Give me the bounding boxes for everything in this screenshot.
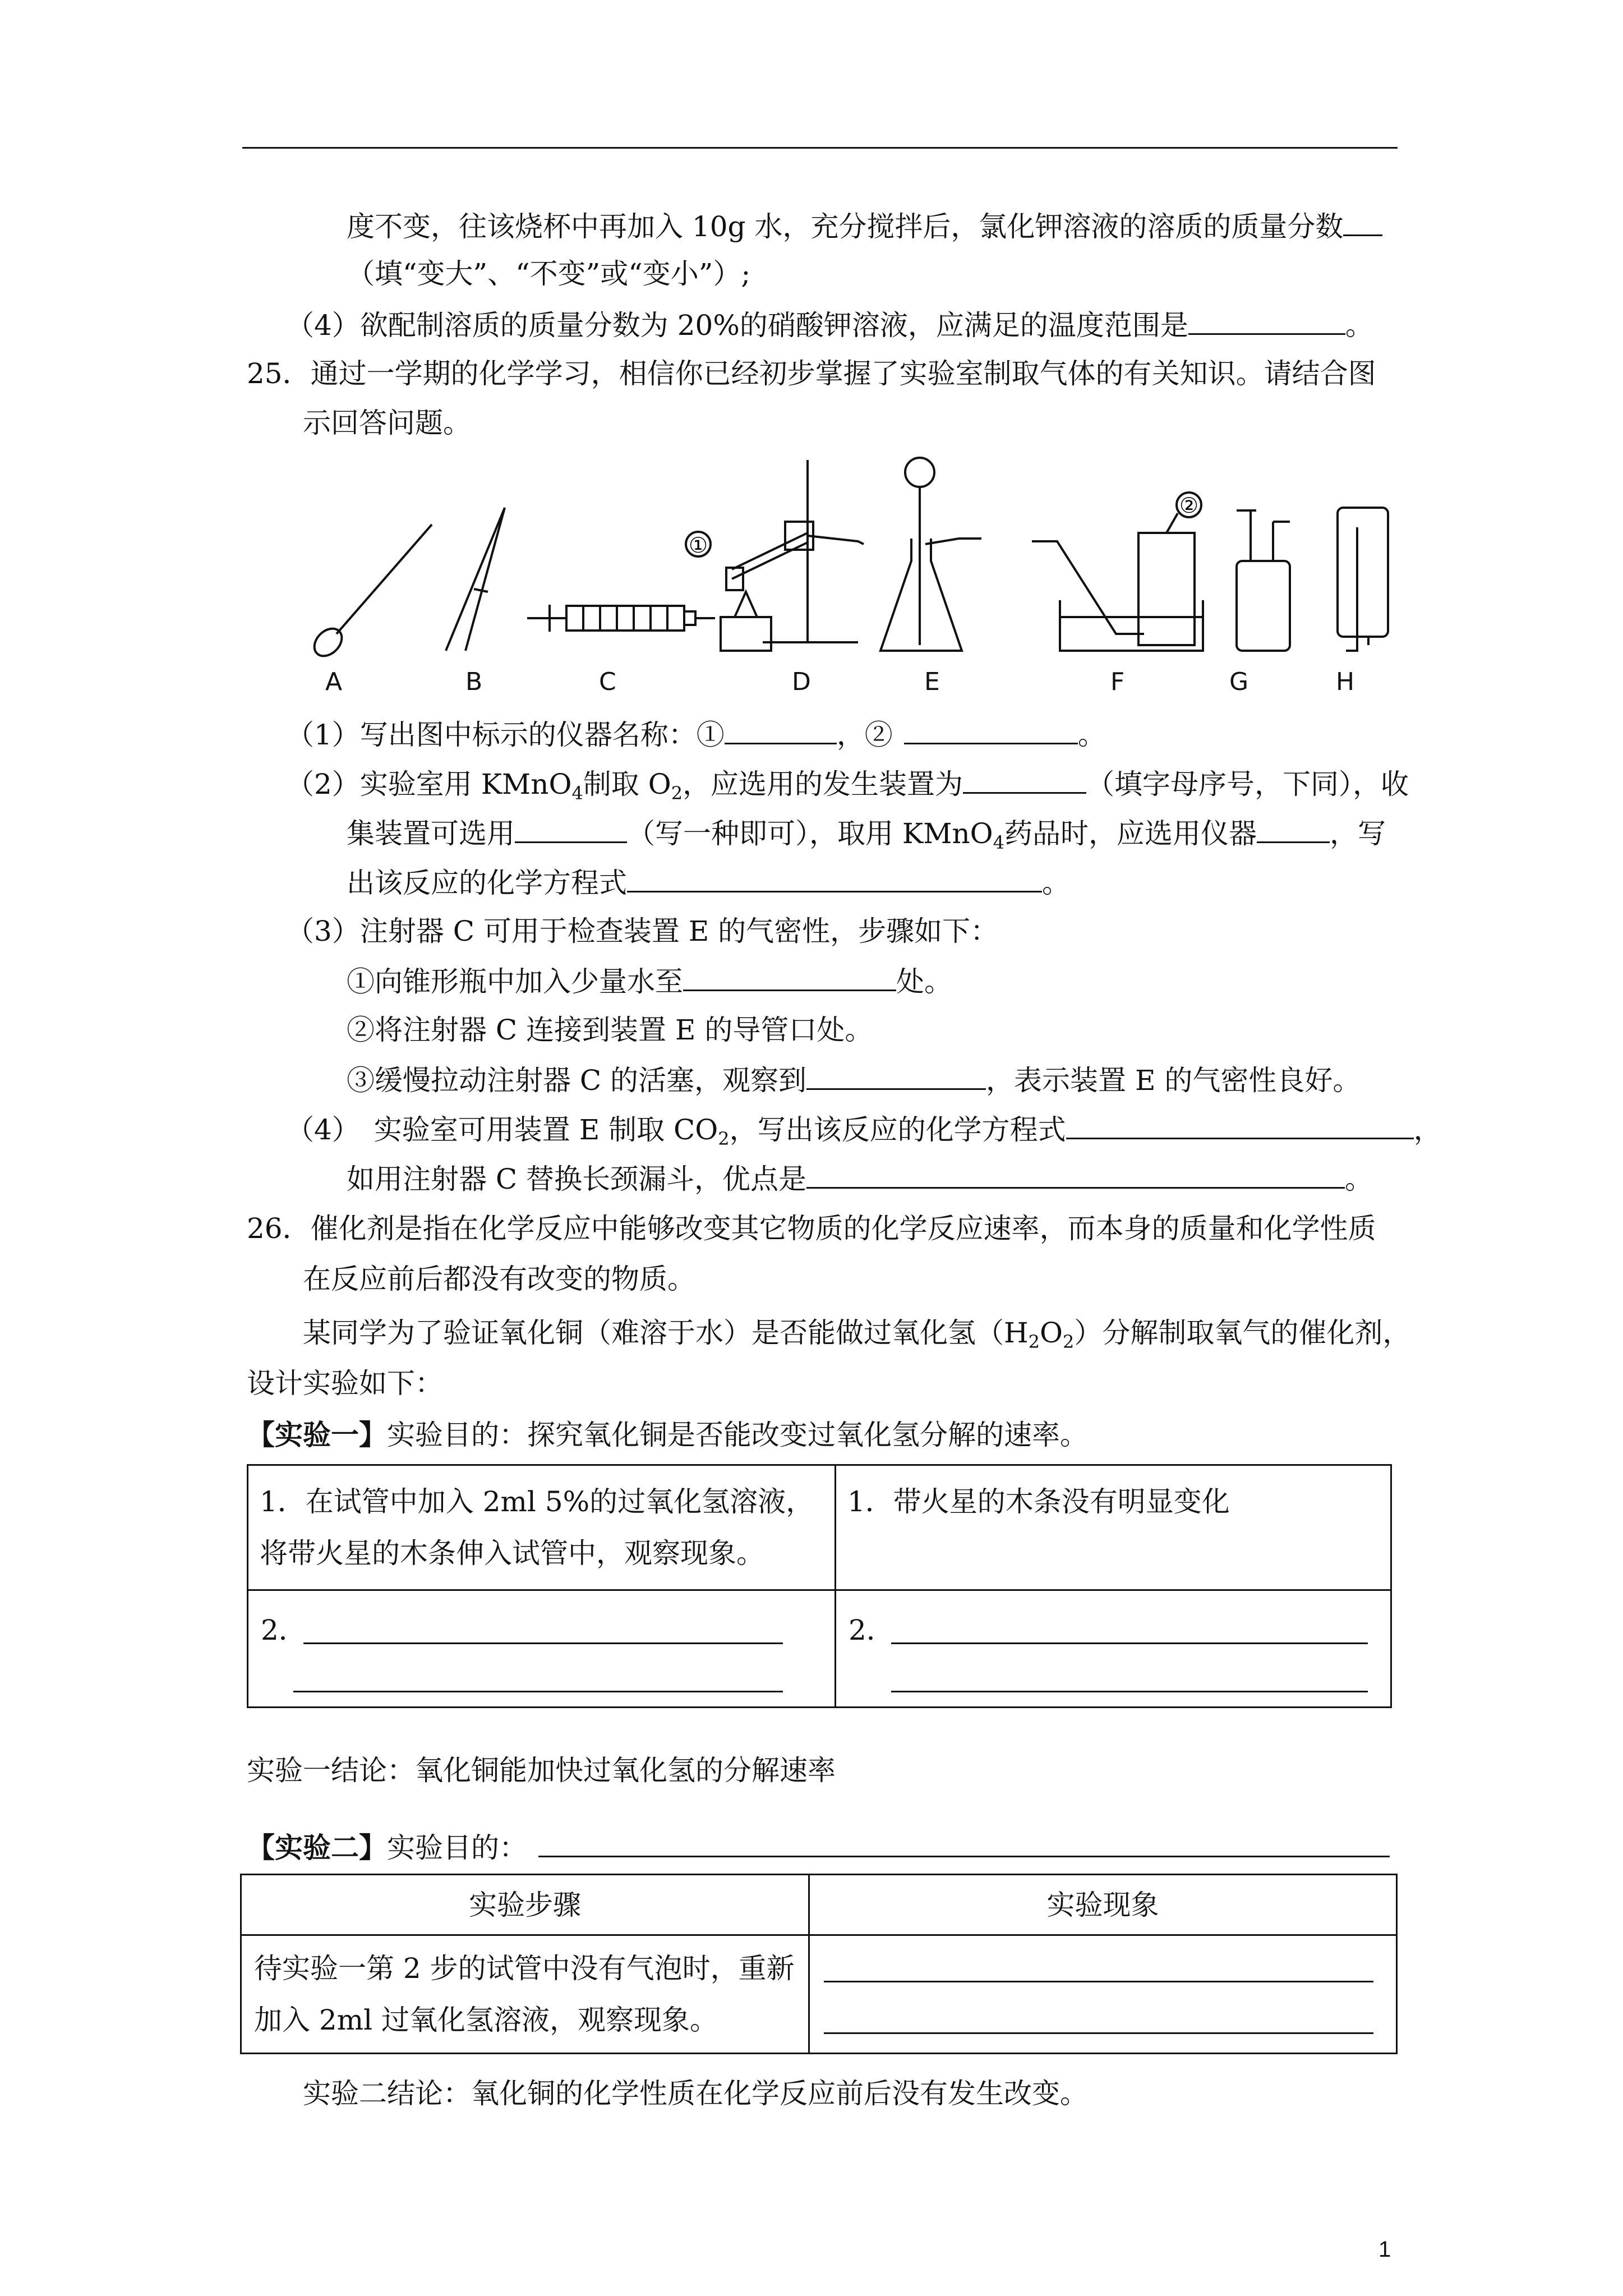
q25-part1 [286, 717, 1106, 752]
exp1-result2-number: 2． [849, 1614, 895, 1646]
q26-stem-line1: 26．催化剂是指在化学反应中能够改变其它物质的化学反应速率，而本身的质量和化学性质 [247, 1212, 1376, 1245]
sub-h2: 2 [1028, 1331, 1040, 1352]
blank-advantage[interactable] [806, 1161, 1345, 1189]
q25-part2-a: （2）实验室用 KMnO [286, 768, 572, 800]
figure-marker-2: ② [1179, 493, 1199, 518]
q25-part4-l2b: 。 [1345, 1163, 1373, 1195]
exp1-step2-lines [248, 1591, 834, 1706]
flask-delivery-tube [925, 539, 981, 544]
experiment1-table [247, 1464, 1392, 1708]
q26-intro-c: ）分解制取氧气的催化剂， [1074, 1317, 1411, 1349]
exp1-result2-lines [836, 1591, 1390, 1706]
blank-collector[interactable] [515, 816, 627, 843]
header-rule [242, 147, 1398, 149]
q25-part2-line2 [347, 816, 1386, 853]
figure-label-e: E [924, 668, 940, 696]
blank-generator[interactable] [963, 766, 1086, 794]
exp2-step-cell [241, 1935, 809, 2054]
q25-part2-b: 制取 O [583, 768, 671, 800]
figure-label-a: A [325, 668, 343, 696]
blank-equation-kmno4[interactable] [627, 865, 1042, 892]
funnel-bulb [905, 458, 934, 487]
q25-part3-step1-end: 处。 [896, 965, 952, 998]
blank-mass-fraction[interactable] [1343, 209, 1382, 236]
syringe-plunger-tip [527, 605, 715, 632]
figure-label-c: C [599, 668, 616, 696]
blank-experiment2-goal[interactable] [538, 1830, 1390, 1857]
blank-exp1-step2-line1[interactable] [303, 1642, 783, 1644]
marker2-leader [1166, 513, 1178, 533]
blank-exp1-step2-line2[interactable] [293, 1691, 783, 1692]
q26-intro-a: 某同学为了验证氧化铜（难溶于水）是否能做过氧化氢（H [303, 1317, 1029, 1349]
bottle-g-tubes [1237, 510, 1290, 561]
exp1-result1-text: 1．带火星的木条没有明显变化 [847, 1485, 1230, 1518]
q25-part1-end: 。 [1077, 719, 1106, 751]
figure-label-b: B [465, 668, 483, 696]
q25-part3-step3-text: ③缓慢拉动注射器 C 的活塞，观察到 [347, 1064, 807, 1097]
experiment2-goal: 实验目的： [387, 1832, 527, 1864]
blank-exp1-result2-line1[interactable] [891, 1642, 1368, 1644]
sub-kmno4: 4 [571, 783, 583, 804]
q25-part4-line2 [347, 1161, 1373, 1196]
q25-part2-l2d: ，写 [1330, 817, 1386, 850]
exp2-header-phenomena: 实验现象 [809, 1875, 1397, 1935]
exp1-result2-cell [836, 1590, 1391, 1708]
sub-o2-h2o2: 2 [1062, 1331, 1075, 1352]
experiment1-goal: 实验目的：探究氧化铜是否能改变过氧化氢分解的速率。 [387, 1419, 1088, 1451]
q25-part3-step3 [347, 1062, 1361, 1097]
q26-intro-line1 [303, 1316, 1410, 1350]
q25-part1-mid: ，② [836, 719, 893, 751]
q26-intro-line2: 设计实验如下： [247, 1367, 443, 1400]
exp1-step2-cell [248, 1590, 836, 1708]
experiment2-table [240, 1874, 1398, 2054]
experiment1-tag: 【实验一】 [247, 1418, 387, 1451]
bottle-h [1338, 508, 1388, 637]
q25-stem-line2: 示回答问题。 [303, 407, 471, 439]
blank-exp1-result2-line2[interactable] [891, 1691, 1368, 1692]
exp2-step-text: 待实验一第 2 步的试管中没有气泡时，重新加入 2ml 过氧化氢溶液，观察现象。 [254, 1952, 795, 2036]
q26-stem-line2: 在反应前后都没有改变的物质。 [303, 1263, 695, 1295]
exp2-phenomenon-cell [809, 1935, 1397, 2054]
exp1-step2-number: 2． [261, 1614, 307, 1646]
figure-marker-1: ① [688, 533, 708, 558]
figure-label-g: G [1229, 668, 1249, 696]
apparatus-figure [303, 449, 1396, 707]
q24-line3-text: （4）欲配制溶质的质量分数为 20%的硝酸钾溶液，应满足的温度范围是 [286, 309, 1188, 342]
figure-label-h: H [1336, 668, 1355, 696]
water-trough [1060, 600, 1203, 651]
q25-part2-l3a: 出该反应的化学方程式 [347, 867, 627, 899]
tube-bottom [726, 568, 743, 590]
q25-part4-c: ， [1413, 1114, 1442, 1146]
figure-label-f: F [1110, 668, 1125, 696]
q25-part2-line3 [347, 865, 1070, 900]
q26-intro-b: O [1039, 1317, 1063, 1349]
q25-part1-text: （1）写出图中标示的仪器名称：① [286, 719, 725, 751]
q25-part3-step1 [347, 964, 952, 999]
blank-water-level[interactable] [683, 964, 896, 991]
experiment1-heading [247, 1418, 1088, 1452]
trough-tube [1032, 541, 1144, 634]
q25-part2-d: （填字母序号，下同），收 [1086, 768, 1409, 800]
page-number: 1 [1378, 2237, 1391, 2262]
blank-instrument-choice[interactable] [1257, 816, 1330, 843]
exp2-header-steps: 实验步骤 [241, 1875, 809, 1935]
q25-part4-l2a: 如用注射器 C 替换长颈漏斗，优点是 [347, 1163, 807, 1195]
sub-co2: 2 [718, 1128, 730, 1149]
q25-stem-line1: 25．通过一学期的化学学习，相信你已经初步掌握了实验室制取气体的有关知识。请结合图 [247, 357, 1376, 390]
q24-line2: （填“变大”、“不变”或“变小”）; [347, 257, 751, 290]
experiment1-conclusion: 实验一结论：氧化铜能加快过氧化氢的分解速率 [247, 1754, 836, 1787]
bottle-h-tube [1346, 527, 1368, 651]
blank-instrument-1[interactable] [725, 717, 837, 744]
lamp-flame [735, 592, 757, 617]
q25-part2-line1 [286, 766, 1409, 804]
blank-equation-co2[interactable] [1066, 1112, 1414, 1139]
lamp-body [721, 617, 771, 651]
blank-temperature-range[interactable] [1188, 307, 1345, 335]
conical-flask [880, 539, 962, 651]
syringe-ticks [583, 606, 667, 631]
q25-part4-a: （4） 实验室可用装置 E 制取 CO [286, 1114, 718, 1146]
delivery-tube [808, 536, 864, 544]
exp1-step1-cell [248, 1465, 836, 1590]
q25-part3: （3）注射器 C 可用于检查装置 E 的气密性，步骤如下： [286, 915, 999, 947]
q24-line1 [347, 209, 1382, 243]
gas-jar [1138, 533, 1195, 645]
bottle-g [1237, 561, 1290, 651]
sub-kmno4-2: 4 [993, 832, 1004, 853]
sub-o2: 2 [671, 783, 683, 804]
q25-part3-step3-end: ，表示装置 E 的气密性良好。 [986, 1064, 1361, 1097]
experiment2-heading [247, 1830, 1390, 1865]
blank-instrument-2[interactable] [904, 717, 1078, 744]
q24-line3 [286, 307, 1373, 342]
experiment2-conclusion: 实验二结论：氧化铜的化学性质在化学反应前后没有发生改变。 [303, 2077, 1088, 2110]
q25-part2-l2b: （写一种即可），取用 KMnO [627, 817, 993, 850]
q25-part2-l2a: 集装置可选用 [347, 817, 515, 850]
q25-part2-c: ，应选用的发生装置为 [683, 768, 963, 800]
q25-part2-l2c: 药品时，应选用仪器 [1004, 817, 1257, 850]
q25-part3-step2: ②将注射器 C 连接到装置 E 的导管口处。 [347, 1014, 873, 1046]
spoon-handle [336, 524, 432, 634]
blank-observation[interactable] [806, 1062, 986, 1090]
q24-line1-text: 度不变，往该烧杯中再加入 10g 水，充分搅拌后，氯化钾溶液的溶质的质量分数 [347, 210, 1344, 243]
q25-part4-b: ，写出该反应的化学方程式 [729, 1114, 1066, 1146]
blank-exp2-line2[interactable] [824, 2032, 1373, 2034]
blank-exp2-line1[interactable] [824, 1981, 1373, 1982]
experiment2-tag: 【实验二】 [247, 1831, 387, 1864]
q25-part4-line1 [286, 1112, 1442, 1147]
exp1-result1-cell [836, 1465, 1391, 1590]
exp1-step1-text: 1．在试管中加入 2ml 5%的过氧化氢溶液，将带火星的木条伸入试管中，观察现象。 [260, 1485, 814, 1570]
q24-line3-end: 。 [1345, 309, 1373, 342]
stand-rod [763, 460, 858, 642]
q25-part2-l3b: 。 [1042, 867, 1070, 899]
tweezers [446, 508, 505, 651]
exp2-phenomenon-lines [810, 1936, 1396, 2051]
figure-label-d: D [792, 668, 811, 696]
q25-part3-step1-text: ①向锥形瓶中加入少量水至 [347, 965, 683, 998]
